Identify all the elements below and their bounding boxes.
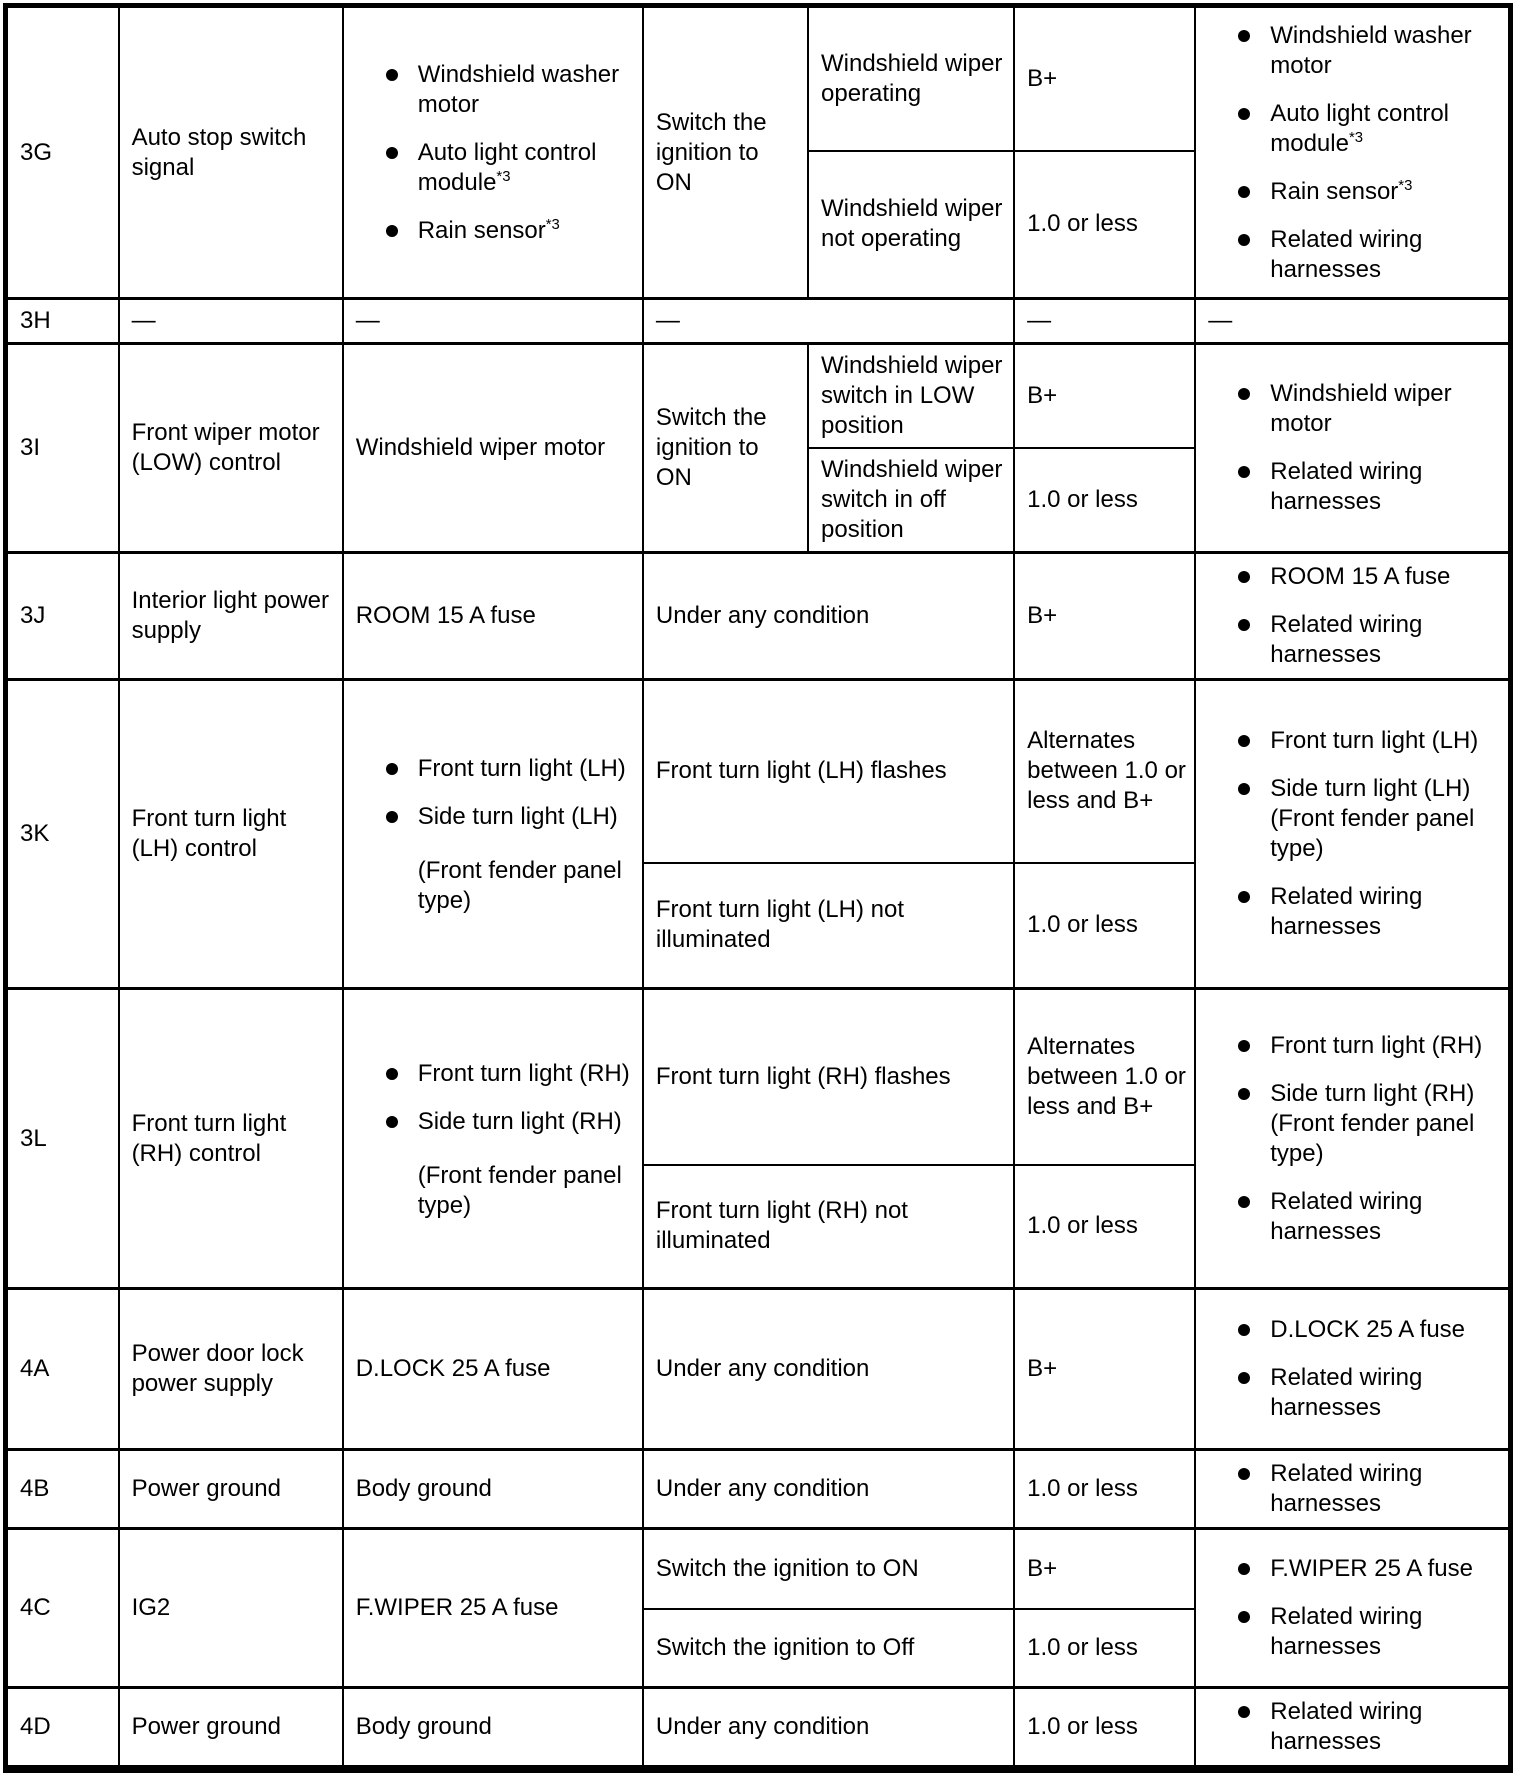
row-4d-inspection-cell — [1195, 1688, 1510, 1770]
row-4d-inspection-list — [1208, 1697, 1500, 1757]
list-item — [1208, 457, 1500, 517]
row-3k-terminal: 3K — [6, 680, 119, 989]
list-item — [1208, 21, 1500, 81]
list-item-text: Auto light control module$^{*3}$ — [417, 138, 597, 196]
list-item — [1208, 1697, 1500, 1757]
bullet-icon — [386, 225, 398, 237]
row-3j-inspection-list — [1208, 562, 1500, 670]
row-3k-voltage-1: Alternates between 1.0 or less and B+ — [1014, 680, 1195, 863]
list-item — [1208, 1602, 1500, 1662]
row-4a-signal: Power door lock power supply — [119, 1289, 343, 1450]
row-3g-voltage-1: B+ — [1014, 6, 1195, 151]
row-4b-signal: Power ground — [119, 1450, 343, 1529]
list-item-text: Side turn light (LH) — [417, 803, 618, 830]
list-item-text: Related wiring harnesses — [1270, 225, 1423, 283]
list-item-text: Related wiring harnesses — [1270, 1603, 1423, 1660]
row-3i-inspection-list — [1208, 379, 1500, 517]
list-item-text: Rain sensor$^{*3}$ — [417, 216, 560, 244]
row-3k-inspection-list — [1208, 726, 1500, 942]
list-item-text: Related wiring harnesses — [1270, 1187, 1423, 1245]
list-item — [1208, 774, 1500, 864]
list-item — [356, 754, 634, 784]
row-3l-condition-2: Front turn light (RH) not illuminated — [643, 1165, 1014, 1289]
row-4c-inspection-list — [1208, 1554, 1500, 1662]
row-3g-inspection-cell — [1195, 6, 1510, 299]
list-item-text: F.WIPER 25 A fuse — [1270, 1555, 1473, 1582]
list-item — [356, 1059, 634, 1089]
row-3l-connected-list — [356, 1059, 634, 1137]
row-3j-voltage: B+ — [1014, 553, 1195, 680]
list-item-text: Front turn light (LH) — [1270, 727, 1479, 754]
bullet-icon — [1238, 388, 1250, 400]
row-4d-connected-cell: Body ground — [343, 1688, 643, 1770]
row-3j-inspection-cell — [1195, 553, 1510, 680]
bullet-icon — [1238, 1468, 1250, 1480]
row-3h-signal: — — [119, 299, 343, 344]
row-4c-signal: IG2 — [119, 1529, 343, 1688]
footnote-marker: *3 — [496, 168, 511, 185]
list-item — [1208, 225, 1500, 285]
list-item — [1208, 1315, 1500, 1345]
list-item-text: Related wiring harnesses — [1270, 611, 1423, 668]
row-3g-subcondition-1: Windshield wiper operating — [808, 6, 1014, 151]
row-3g-terminal: 3G — [6, 6, 119, 299]
bullet-icon — [1238, 466, 1250, 478]
row-3l-voltage-1: Alternates between 1.0 or less and B+ — [1014, 989, 1195, 1165]
row-4c-condition-2: Switch the ignition to Off — [643, 1609, 1014, 1688]
row-3l-condition-1: Front turn light (RH) flashes — [643, 989, 1014, 1165]
row-3k-condition-1: Front turn light (LH) flashes — [643, 680, 1014, 863]
row-3i-voltage-1: B+ — [1014, 344, 1195, 449]
row-3k-condition-2: Front turn light (LH) not illuminated — [643, 863, 1014, 989]
row-3k-connected-cell — [343, 680, 643, 989]
footnote-marker: *3 — [1348, 129, 1364, 146]
bullet-icon — [1238, 619, 1250, 631]
list-item — [1208, 99, 1500, 159]
list-item — [1208, 882, 1500, 942]
footnote-marker: *3 — [545, 216, 560, 233]
bullet-icon — [386, 69, 398, 81]
row-3l-inspection-list — [1208, 1031, 1500, 1247]
list-item — [1208, 562, 1500, 592]
list-item-text: Related wiring harnesses — [1270, 458, 1423, 515]
bullet-icon — [1238, 30, 1250, 42]
bullet-icon — [1238, 234, 1250, 246]
row-3l-inspection-cell — [1195, 989, 1510, 1289]
list-item — [1208, 1554, 1500, 1584]
row-3g-connected-list — [356, 60, 634, 246]
row-3i-inspection-cell — [1195, 344, 1510, 553]
row-3i-subcondition-1: Windshield wiper switch in LOW position — [808, 344, 1014, 449]
row-3l-signal: Front turn light (RH) control — [119, 989, 343, 1289]
row-3h-terminal: 3H — [6, 299, 119, 344]
row-4c-voltage-2: 1.0 or less — [1014, 1609, 1195, 1688]
list-item — [356, 60, 634, 120]
row-4b-connected-cell: Body ground — [343, 1450, 643, 1529]
list-item-text: ROOM 15 A fuse — [1270, 563, 1451, 590]
row-4d-signal: Power ground — [119, 1688, 343, 1770]
row-4a-condition: Under any condition — [643, 1289, 1014, 1450]
row-4a-inspection-list — [1208, 1315, 1500, 1423]
row-3h-inspection-cell: — — [1195, 299, 1510, 344]
bullet-icon — [1238, 1088, 1250, 1100]
bullet-icon — [1238, 1563, 1250, 1575]
list-item-text: Side turn light (RH) — [417, 1107, 622, 1135]
list-item — [1208, 1031, 1500, 1061]
list-item-text: Side turn light (LH) (Front fender panel type) — [1270, 775, 1475, 862]
bullet-icon — [1238, 108, 1250, 120]
list-item-text: Related wiring harnesses — [1270, 1364, 1423, 1421]
bullet-icon — [1238, 1372, 1250, 1384]
bullet-icon — [1238, 571, 1250, 583]
row-3h-voltage: — — [1014, 299, 1195, 344]
list-item — [1208, 1079, 1500, 1169]
row-3i-subcondition-2: Windshield wiper switch in off position — [808, 448, 1014, 553]
row-3l-voltage-2: 1.0 or less — [1014, 1165, 1195, 1289]
row-4c-inspection-cell — [1195, 1529, 1510, 1688]
list-item-text: Rain sensor$^{*3}$ — [1270, 177, 1413, 205]
row-4a-terminal: 4A — [6, 1289, 119, 1450]
bullet-icon — [386, 1068, 398, 1080]
terminal-voltage-table — [3, 3, 1513, 1773]
row-4c-voltage-1: B+ — [1014, 1529, 1195, 1609]
list-item-text: Side turn light (RH) (Front fender panel type) — [1270, 1079, 1475, 1167]
list-item — [356, 138, 634, 198]
bullet-icon — [386, 763, 398, 775]
row-3h-condition: — — [643, 299, 1014, 344]
bullet-icon — [1238, 1196, 1250, 1208]
row-3k-signal: Front turn light (LH) control — [119, 680, 343, 989]
bullet-icon — [1238, 1040, 1250, 1052]
list-item — [1208, 1459, 1500, 1519]
list-item — [356, 1107, 634, 1137]
list-item-text: D.LOCK 25 A fuse — [1270, 1316, 1466, 1343]
row-3k-voltage-2: 1.0 or less — [1014, 863, 1195, 989]
list-item-text: Windshield washer motor — [1270, 21, 1472, 79]
bullet-icon — [1238, 186, 1250, 198]
row-4c-condition-1: Switch the ignition to ON — [643, 1529, 1014, 1609]
row-3j-terminal: 3J — [6, 553, 119, 680]
list-item — [356, 802, 634, 832]
row-3i-signal: Front wiper motor (LOW) control — [119, 344, 343, 553]
row-4b-condition: Under any condition — [643, 1450, 1014, 1529]
row-4a-connected-cell: D.LOCK 25 A fuse — [343, 1289, 643, 1450]
list-item-text: Windshield wiper motor — [1270, 380, 1452, 437]
row-3i-voltage-2: 1.0 or less — [1014, 448, 1195, 553]
row-3i-connected-cell: Windshield wiper motor — [343, 344, 643, 553]
row-4c-connected-cell: F.WIPER 25 A fuse — [343, 1529, 643, 1688]
list-item-text: Auto light control module$^{*3}$ — [1270, 99, 1450, 157]
row-3g-signal: Auto stop switch signal — [119, 6, 343, 299]
row-3g-condition: Switch the ignition to ON — [643, 6, 808, 299]
row-3k-connected-list — [356, 754, 634, 832]
bullet-icon — [1238, 1324, 1250, 1336]
row-4b-inspection-cell — [1195, 1450, 1510, 1529]
row-3g-connected-cell — [343, 6, 643, 299]
bullet-icon — [1238, 783, 1250, 795]
row-4d-condition: Under any condition — [643, 1688, 1014, 1770]
footnote-marker: *3 — [1398, 177, 1413, 194]
row-3j-connected-cell: ROOM 15 A fuse — [343, 553, 643, 680]
list-item — [1208, 177, 1500, 207]
row-3k-connected-note: (Front fender panel type) — [417, 857, 622, 914]
list-item-text: Related wiring harnesses — [1270, 1698, 1423, 1755]
bullet-icon — [386, 1116, 398, 1128]
bullet-icon — [1238, 891, 1250, 903]
row-3k-inspection-cell — [1195, 680, 1510, 989]
row-4c-terminal: 4C — [6, 1529, 119, 1688]
row-3g-voltage-2: 1.0 or less — [1014, 151, 1195, 299]
list-item — [1208, 1363, 1500, 1423]
list-item — [1208, 610, 1500, 670]
list-item — [356, 216, 634, 246]
row-3l-connected-note: (Front fender panel type) — [417, 1161, 622, 1219]
list-item — [1208, 726, 1500, 756]
row-3j-signal: Interior light power supply — [119, 553, 343, 680]
bullet-icon — [1238, 1611, 1250, 1623]
row-4b-inspection-list — [1208, 1459, 1500, 1519]
row-3g-subcondition-2: Windshield wiper not operating — [808, 151, 1014, 299]
row-4b-terminal: 4B — [6, 1450, 119, 1529]
row-3j-condition: Under any condition — [643, 553, 1014, 680]
row-3i-condition: Switch the ignition to ON — [643, 344, 808, 553]
row-3g-inspection-list — [1208, 21, 1500, 285]
row-4a-voltage: B+ — [1014, 1289, 1195, 1450]
row-4d-voltage: 1.0 or less — [1014, 1688, 1195, 1770]
list-item — [1208, 1187, 1500, 1247]
bullet-icon — [386, 811, 398, 823]
list-item-text: Front turn light (LH) — [417, 755, 626, 782]
bullet-icon — [1238, 1706, 1250, 1718]
list-item-text: Windshield washer motor — [417, 60, 620, 118]
row-3h-connected-cell: — — [343, 299, 643, 344]
bullet-icon — [386, 147, 398, 159]
row-3l-terminal: 3L — [6, 989, 119, 1289]
row-4b-voltage: 1.0 or less — [1014, 1450, 1195, 1529]
row-4a-inspection-cell — [1195, 1289, 1510, 1450]
list-item-text: Related wiring harnesses — [1270, 1460, 1423, 1517]
list-item-text: Front turn light (RH) — [1270, 1031, 1483, 1059]
list-item-text: Related wiring harnesses — [1270, 883, 1423, 940]
row-3i-terminal: 3I — [6, 344, 119, 553]
row-3l-connected-cell — [343, 989, 643, 1289]
list-item — [1208, 379, 1500, 439]
bullet-icon — [1238, 735, 1250, 747]
list-item-text: Front turn light (RH) — [417, 1059, 630, 1087]
row-4d-terminal: 4D — [6, 1688, 119, 1770]
